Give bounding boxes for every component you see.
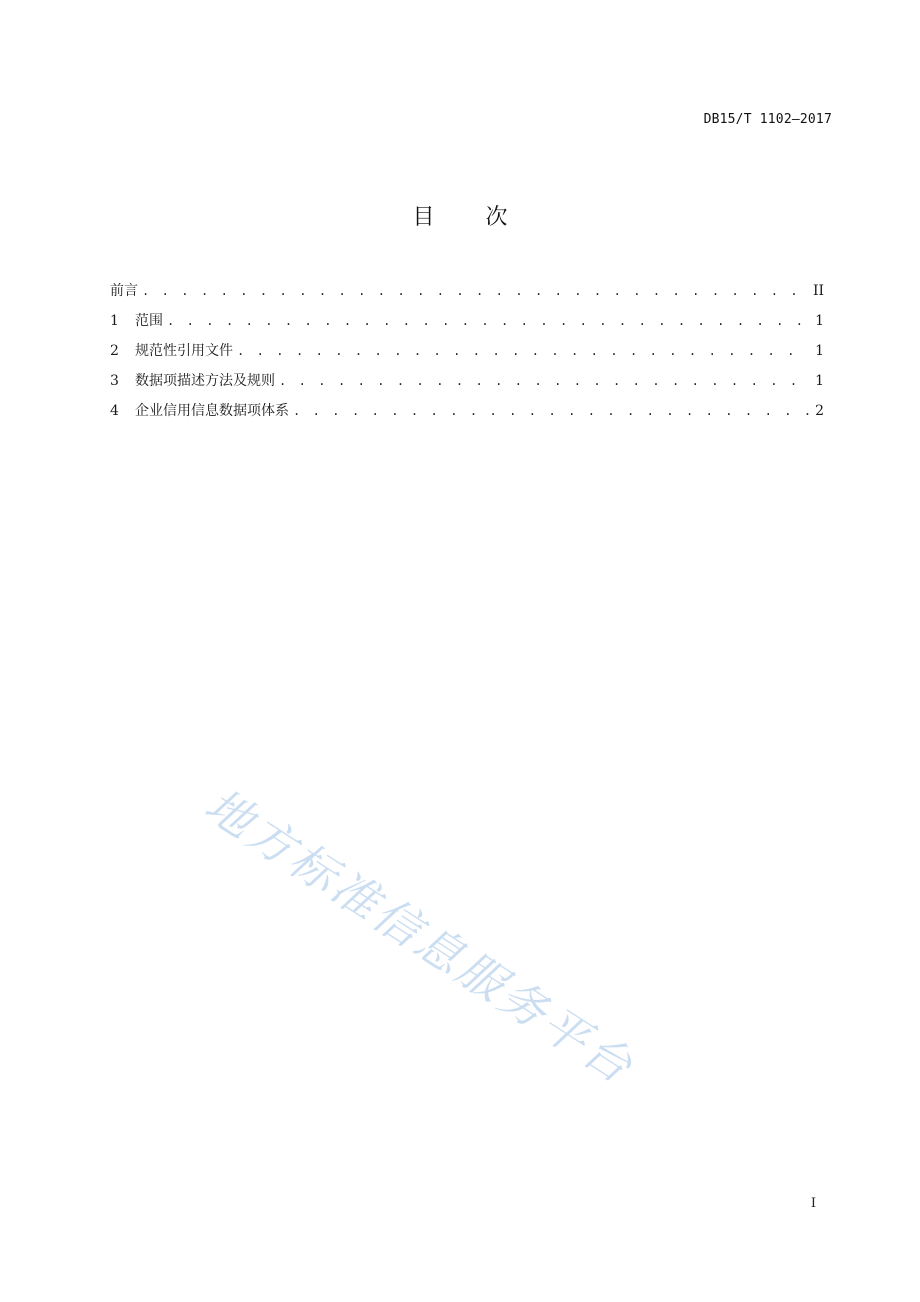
- toc-leader-dots: [167, 314, 809, 328]
- toc-title: 目 次: [412, 205, 530, 230]
- toc-entry-number: 1: [110, 313, 119, 329]
- toc-entry-text: 企业信用信息数据项体系: [135, 403, 289, 419]
- toc-entry-foreword[interactable]: [110, 280, 824, 310]
- toc-entry-page: 2: [815, 403, 824, 419]
- toc-entry-number: 4: [110, 403, 119, 419]
- document-code: DB15/T 1102—2017: [703, 112, 832, 127]
- toc-entry-scope[interactable]: [110, 310, 824, 340]
- page-number: I: [810, 1196, 816, 1211]
- toc-entry-text: 前言: [110, 283, 138, 299]
- toc-entry-text: 规范性引用文件: [135, 343, 233, 359]
- table-of-contents: [110, 280, 824, 430]
- toc-entry-description-methods[interactable]: [110, 370, 824, 400]
- toc-leader-dots: [142, 284, 807, 298]
- toc-leader-dots: [237, 344, 809, 358]
- watermark: 地方标准信息服务平台: [195, 777, 645, 1096]
- toc-entry-number: 3: [110, 373, 119, 389]
- toc-entry-page: 1: [815, 313, 824, 329]
- toc-entry-text: 数据项描述方法及规则: [135, 373, 275, 389]
- toc-entry-page: 1: [815, 373, 824, 389]
- toc-entry-text: 范围: [135, 313, 163, 329]
- toc-leader-dots: [279, 374, 809, 388]
- toc-entry-normative-references[interactable]: [110, 340, 824, 370]
- toc-entry-page: 1: [815, 343, 824, 359]
- toc-entry-data-item-system[interactable]: [110, 400, 824, 430]
- toc-leader-dots: [293, 404, 809, 418]
- toc-entry-page: II: [812, 283, 824, 299]
- toc-entry-number: 2: [110, 343, 119, 359]
